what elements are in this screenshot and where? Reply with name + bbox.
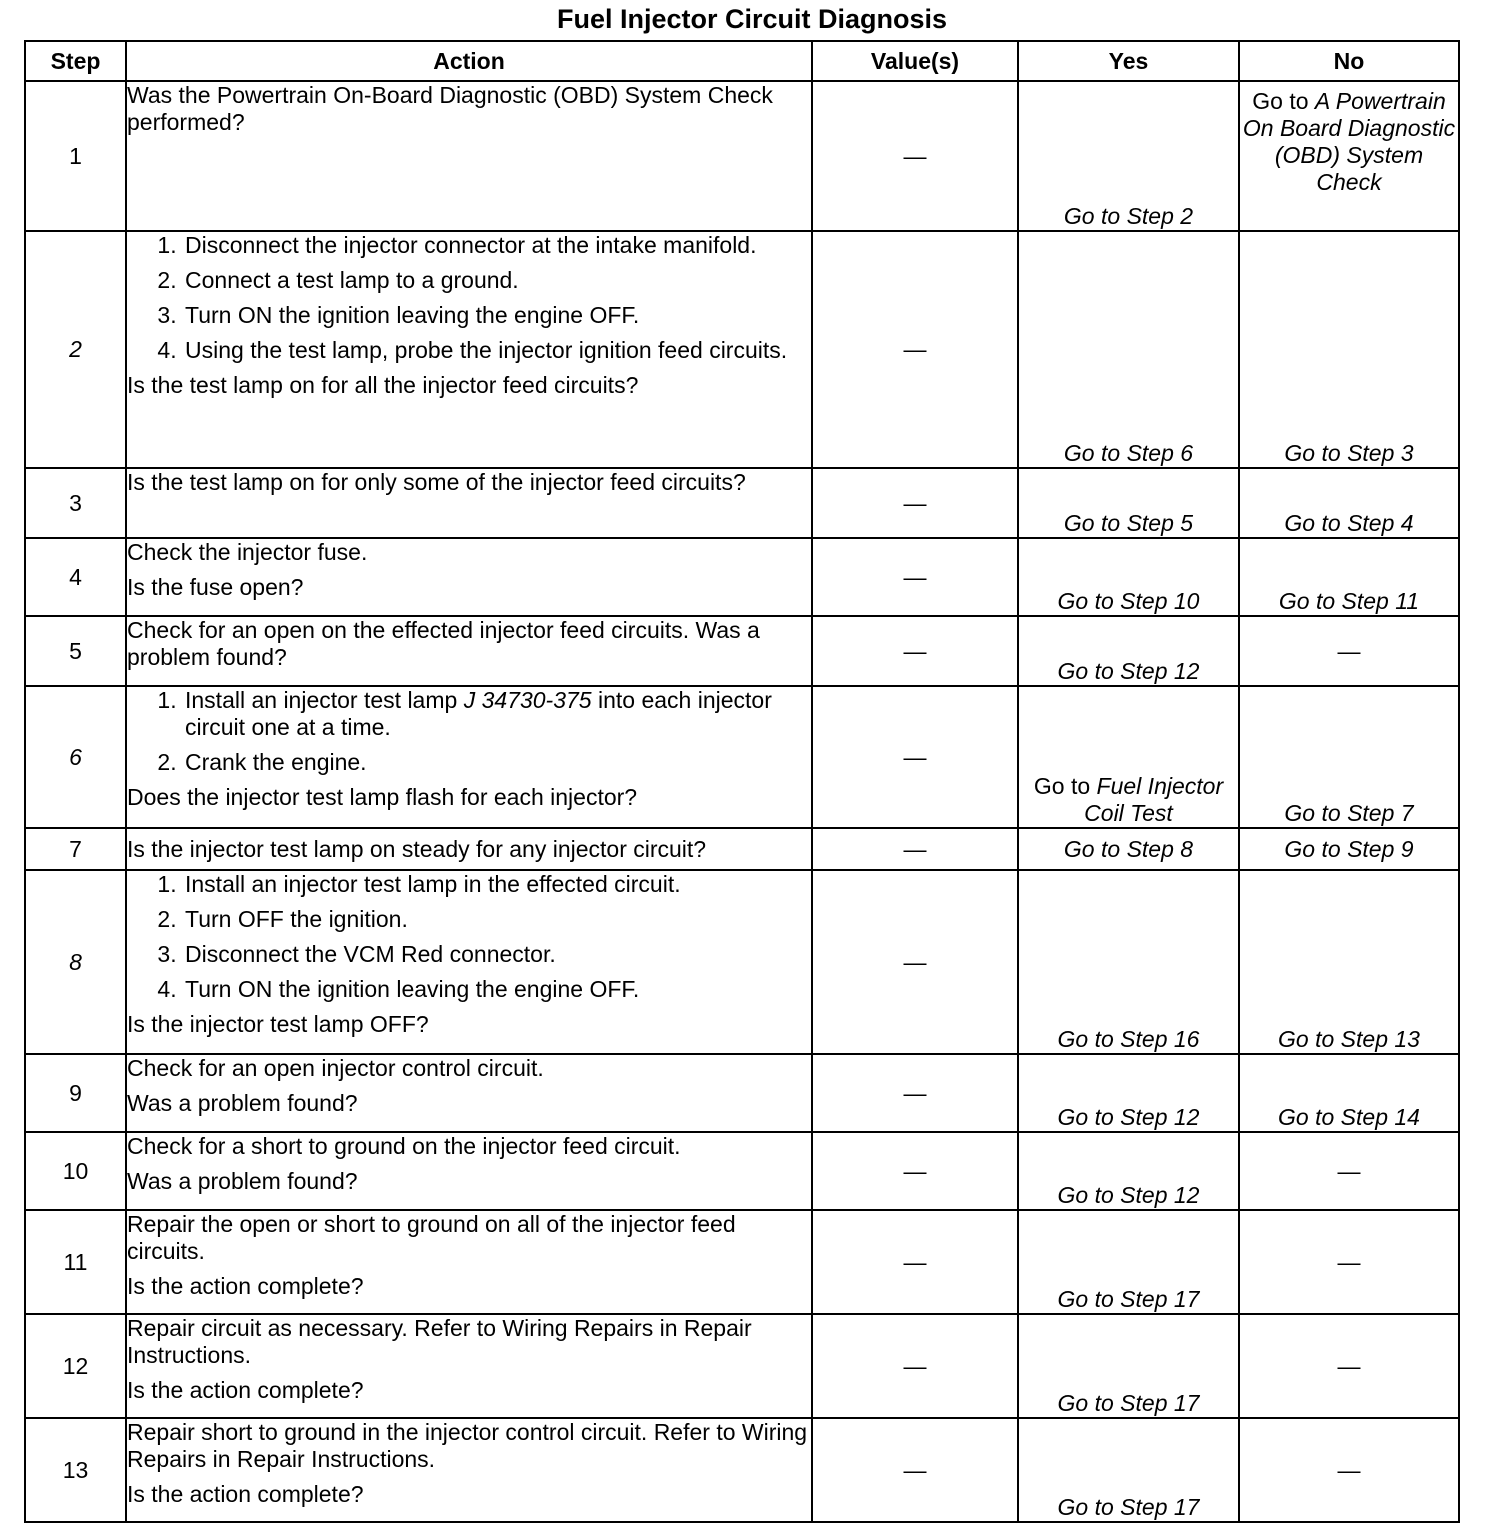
action-cell — [126, 468, 812, 538]
yes-link[interactable]: Go to Step 17 — [1018, 1418, 1239, 1522]
table-row — [25, 1132, 1459, 1210]
no-cell: — — [1239, 1314, 1459, 1418]
yes-link[interactable]: Go to Step 10 — [1018, 538, 1239, 616]
action-cell — [126, 870, 812, 1054]
action-text: Check for an open injector control circuit. — [127, 1055, 544, 1081]
table-row — [25, 828, 1459, 870]
yes-link[interactable]: Go to Step 8 — [1018, 828, 1239, 870]
step-number: 10 — [25, 1132, 126, 1210]
header-no: No — [1239, 41, 1459, 81]
step-number: 4 — [25, 538, 126, 616]
action-text: Repair the open or short to ground on all of the injector feed circuits. — [127, 1211, 736, 1264]
table-row — [25, 1054, 1459, 1132]
action-text: Check for a short to ground on the injector feed circuit. — [127, 1133, 681, 1159]
value-cell: — — [812, 1418, 1018, 1522]
no-cell: — — [1239, 1418, 1459, 1522]
value-cell: — — [812, 1132, 1018, 1210]
table-row — [25, 616, 1459, 686]
value-cell: — — [812, 616, 1018, 686]
table-row — [25, 870, 1459, 1054]
yes-link[interactable]: Go to Step 5 — [1018, 468, 1239, 538]
yes-link[interactable]: Fuel Injector Coil Test — [1084, 773, 1224, 826]
table-row — [25, 231, 1459, 468]
list-item: 3. Turn ON the ignition leaving the engine OFF. — [183, 302, 811, 329]
list-item: 2. Turn OFF the ignition. — [183, 906, 811, 933]
yes-prefix: Go to — [1033, 773, 1097, 799]
no-link[interactable]: Go to Step 14 — [1239, 1054, 1459, 1132]
header-row — [25, 41, 1459, 81]
no-prefix: Go to — [1252, 88, 1315, 114]
table-row — [25, 538, 1459, 616]
action-cell — [126, 538, 812, 616]
header-action: Action — [126, 41, 812, 81]
yes-link[interactable]: Go to Step 12 — [1018, 1132, 1239, 1210]
no-link[interactable]: Go to Step 3 — [1239, 231, 1459, 468]
yes-link[interactable]: Go to Step 16 — [1018, 870, 1239, 1054]
action-text: Repair circuit as necessary. Refer to Wiring Repairs in Repair Instructions. — [127, 1315, 752, 1368]
action-cell — [126, 1054, 812, 1132]
value-cell: — — [812, 686, 1018, 828]
action-question: Is the action complete? — [127, 1481, 364, 1507]
value-cell: — — [812, 828, 1018, 870]
action-cell — [126, 1210, 812, 1314]
step-number: 5 — [25, 616, 126, 686]
item-text: into each injector circuit one at a time. — [185, 687, 772, 740]
step-number: 2 — [25, 231, 126, 468]
list-item: 2. Connect a test lamp to a ground. — [183, 267, 811, 294]
value-cell: — — [812, 1054, 1018, 1132]
table-row — [25, 1418, 1459, 1522]
no-link[interactable]: Go to Step 13 — [1239, 870, 1459, 1054]
action-question: Is the fuse open? — [127, 574, 304, 600]
table-row — [25, 1210, 1459, 1314]
page-title: Fuel Injector Circuit Diagnosis — [556, 4, 948, 34]
action-question: Is the action complete? — [127, 1377, 364, 1403]
yes-link[interactable]: Go to Step 6 — [1018, 231, 1239, 468]
value-cell: — — [812, 231, 1018, 468]
action-cell — [126, 1314, 812, 1418]
action-text: Is the injector test lamp on steady for any injector circuit? — [127, 835, 707, 862]
value-cell: — — [812, 1210, 1018, 1314]
yes-link[interactable]: Go to Step 2 — [1018, 81, 1239, 231]
step-number: 6 — [25, 686, 126, 828]
no-cell: — — [1239, 1132, 1459, 1210]
table-row — [25, 686, 1459, 828]
step-number: 8 — [25, 870, 126, 1054]
table-row — [25, 468, 1459, 538]
yes-link[interactable]: Go to Step 12 — [1018, 616, 1239, 686]
list-item: 4. Using the test lamp, probe the injector ignition feed circuits. — [183, 337, 811, 364]
step-number: 11 — [25, 1210, 126, 1314]
header-values: Value(s) — [812, 41, 1018, 81]
action-question: Is the action complete? — [127, 1273, 364, 1299]
value-cell: — — [812, 1314, 1018, 1418]
table-row — [25, 81, 1459, 231]
list-item: 3. Disconnect the VCM Red connector. — [183, 941, 811, 968]
action-list — [127, 687, 811, 776]
no-cell[interactable] — [1239, 81, 1459, 231]
action-text: Is the test lamp on for only some of the injector feed circuits? — [127, 469, 746, 495]
step-number: 9 — [25, 1054, 126, 1132]
no-link[interactable]: Go to Step 7 — [1239, 686, 1459, 828]
action-cell — [126, 81, 812, 231]
action-list — [127, 232, 811, 364]
yes-link[interactable]: Go to Step 17 — [1018, 1210, 1239, 1314]
list-item: 1. Disconnect the injector connector at the intake manifold. — [183, 232, 811, 259]
action-question: Is the test lamp on for all the injector feed circuits? — [127, 372, 639, 398]
no-link[interactable]: Go to Step 11 — [1239, 538, 1459, 616]
step-number: 1 — [25, 81, 126, 231]
action-question: Was a problem found? — [127, 1090, 358, 1116]
no-link[interactable]: A Powertrain On Board Diagnostic (OBD) System Check — [1242, 88, 1456, 195]
action-question: Is the injector test lamp OFF? — [127, 1011, 429, 1037]
diagnosis-table — [24, 40, 1460, 1523]
header-yes: Yes — [1018, 41, 1239, 81]
step-number: 12 — [25, 1314, 126, 1418]
action-cell — [126, 828, 812, 870]
list-item: 1. Install an injector test lamp in the effected circuit. — [183, 871, 811, 898]
action-cell — [126, 1418, 812, 1522]
action-text: Repair short to ground in the injector control circuit. Refer to Wiring Repairs in Repair Instructions. — [127, 1419, 808, 1472]
step-number: 7 — [25, 828, 126, 870]
no-cell: — — [1239, 616, 1459, 686]
action-text: Check the injector fuse. — [127, 539, 368, 565]
list-item — [183, 687, 811, 741]
no-link[interactable]: Go to Step 9 — [1239, 828, 1459, 870]
action-list — [127, 871, 811, 1003]
tool-reference: J 34730-375 — [463, 687, 592, 713]
list-item: 2. Crank the engine. — [183, 749, 811, 776]
no-link[interactable]: Go to Step 4 — [1239, 468, 1459, 538]
action-text: Was the Powertrain On-Board Diagnostic (OBD) System Check performed? — [127, 82, 773, 135]
yes-link[interactable]: Go to Step 17 — [1018, 1314, 1239, 1418]
value-cell: — — [812, 468, 1018, 538]
action-cell — [126, 616, 812, 686]
step-number: 3 — [25, 468, 126, 538]
action-cell — [126, 1132, 812, 1210]
header-step: Step — [25, 41, 126, 81]
action-cell — [126, 231, 812, 468]
value-cell: — — [812, 870, 1018, 1054]
action-question: Was a problem found? — [127, 1168, 358, 1194]
yes-link[interactable]: Go to Step 12 — [1018, 1054, 1239, 1132]
item-text: Install an injector test lamp — [185, 687, 464, 713]
list-item: 4. Turn ON the ignition leaving the engine OFF. — [183, 976, 811, 1003]
table-row — [25, 1314, 1459, 1418]
no-cell: — — [1239, 1210, 1459, 1314]
value-cell: — — [812, 81, 1018, 231]
yes-cell[interactable] — [1018, 686, 1239, 828]
action-cell — [126, 686, 812, 828]
action-question: Does the injector test lamp flash for each injector? — [127, 784, 638, 810]
value-cell: — — [812, 538, 1018, 616]
action-text: Check for an open on the effected injector feed circuits. Was a problem found? — [127, 617, 760, 670]
step-number: 13 — [25, 1418, 126, 1522]
